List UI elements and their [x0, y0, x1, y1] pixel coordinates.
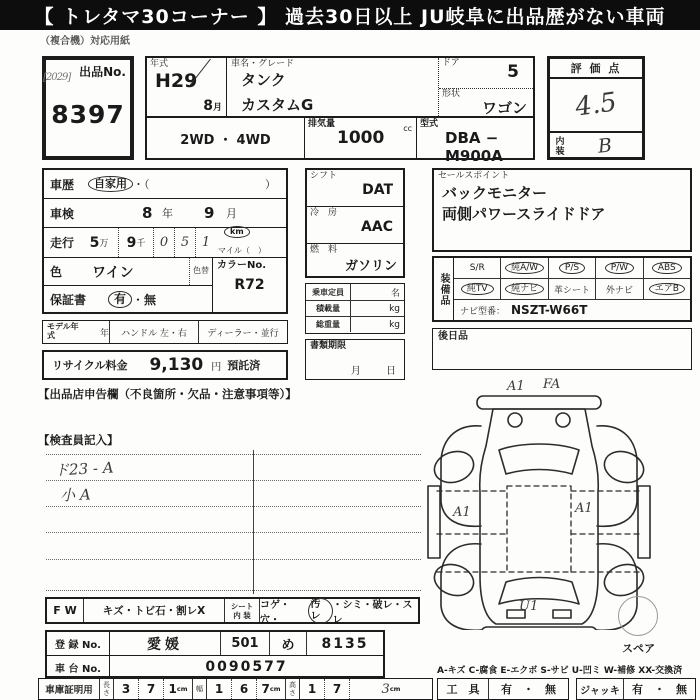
length-d2: 7	[139, 679, 164, 699]
tools-options: 有 ・ 無	[501, 683, 556, 696]
color-value: ワイン	[92, 264, 134, 281]
fw-damage-types: キズ・トビ石・割レX	[84, 599, 225, 622]
docs-month: 月	[350, 366, 361, 377]
displacement-unit: cc	[403, 124, 412, 133]
equip-airbag	[644, 279, 690, 299]
interior-label: 内装	[553, 136, 564, 156]
inspection-month: 9	[204, 204, 215, 222]
equip-pw-label: P/W	[605, 262, 634, 275]
width-d2: 6	[232, 679, 257, 699]
width-d3	[257, 679, 286, 699]
recycle-amount: 9,130	[149, 355, 204, 375]
seat-types-circled: 汚レ	[308, 598, 333, 624]
shape-label: 形状	[442, 89, 461, 99]
fw-label: F W	[47, 599, 84, 622]
displacement-value: 1000	[337, 128, 385, 148]
equip-leather-label: 革シート	[554, 285, 591, 296]
year-label: 年式	[150, 59, 169, 69]
weight-unit: kg	[389, 319, 400, 330]
equip-tv	[454, 279, 501, 299]
width-unit: cm	[269, 685, 281, 693]
seller-declaration-note: 【出品店申告欄（不良箇所・欠品・注意事項等）】	[38, 387, 297, 401]
color-no-value: R72	[234, 277, 265, 293]
lot-number-box	[42, 56, 134, 160]
spare-tire-circle	[618, 596, 658, 636]
color-label: 色	[50, 265, 63, 279]
jack-label: ジャッキ	[577, 679, 624, 699]
mileage-digit-2: 5	[174, 228, 195, 257]
door-count: 5	[507, 62, 519, 82]
registration-box	[45, 630, 385, 678]
mileage-km: km	[224, 226, 250, 238]
recycle-unit: 円	[211, 361, 222, 373]
registration-label: 登 録 No.	[47, 632, 110, 655]
equip-ps	[549, 258, 596, 278]
car-diagram-svg	[423, 378, 655, 630]
load-label: 積載量	[306, 301, 351, 316]
height-d3	[350, 679, 432, 699]
sales-point-line1: バックモニター	[442, 183, 548, 202]
car-damage-diagram	[423, 378, 655, 630]
equip-ps-label: P/S	[559, 262, 585, 275]
sales-point-line2: 両側パワースライドドア	[442, 204, 606, 223]
rating-label: 評 価 点	[550, 59, 642, 79]
length-unit: cm	[176, 685, 188, 693]
warranty-no: 無	[144, 293, 157, 307]
paper-note: （複合機）対応用紙	[40, 36, 130, 47]
inspection-label: 車検	[50, 206, 75, 221]
equip-pw	[596, 258, 643, 278]
mark-right-a1: A1	[575, 501, 593, 516]
sales-point-label: セールスポイント	[438, 171, 510, 181]
recycle-fee-box	[42, 350, 288, 380]
jack-box	[576, 678, 696, 700]
navi-model-label: ナビ型番：	[460, 306, 506, 317]
detail-box	[42, 168, 288, 314]
drivetrain-box	[305, 168, 405, 278]
seat-types-c: ・シミ・破レ・スレ	[332, 599, 413, 626]
model-code-label: 型式	[420, 119, 439, 129]
history-value: 自家用	[88, 176, 133, 191]
equipment-label: 装備品	[434, 258, 454, 320]
history-label: 車歴	[50, 177, 75, 192]
height-unit: cm	[389, 685, 401, 693]
inspector-area	[38, 432, 423, 596]
registration-kana: め	[270, 632, 307, 655]
registration-number: 8135	[321, 635, 369, 652]
mileage-digit-3: 1	[195, 228, 216, 257]
year-value: H29	[155, 70, 198, 92]
month-unit: 月	[212, 103, 222, 113]
height-d2: 7	[325, 679, 350, 699]
model-year-label: モデル年式	[47, 322, 79, 340]
mark-top-fa: FA	[543, 378, 561, 392]
door-label: ドア	[442, 58, 460, 68]
mileage-sen: 9	[126, 234, 137, 251]
tools-box	[437, 678, 569, 700]
shape-value: ワゴン	[481, 99, 527, 117]
equipment-box	[432, 256, 692, 322]
capacity-box	[305, 283, 405, 334]
mark-bottom-u1: U1	[519, 599, 539, 614]
width-d3-val: 7	[261, 682, 270, 696]
year-month	[203, 98, 222, 114]
damage-row	[45, 597, 420, 624]
fuel-value: ガソリン	[344, 259, 397, 274]
banner-title: 【 トレタマ30コーナー 】 過去30日以上 JU岐阜に出品歴がない車両	[34, 5, 666, 28]
capacity-unit: 名	[390, 288, 400, 299]
rating-box	[547, 56, 645, 160]
equip-airbag-label: エアB	[649, 283, 685, 296]
shift-value: DAT	[362, 182, 393, 198]
equip-tv-label: 純TV	[461, 283, 494, 296]
sales-point-box	[432, 168, 692, 252]
header-banner	[0, 0, 700, 30]
docs-deadline-box	[305, 339, 405, 380]
chassis-label: 車 台 No.	[47, 656, 110, 678]
equip-aw	[501, 258, 548, 278]
inspection-year-unit: 年	[162, 207, 173, 220]
warranty-yes: 有	[108, 291, 132, 307]
later-items-label: 後日品	[438, 331, 468, 342]
equip-navi-label: 純ナビ	[505, 283, 544, 296]
shift-label: シフト	[310, 171, 338, 181]
vehicle-grade: カスタムG	[241, 96, 314, 114]
height-d1: 1	[300, 679, 325, 699]
equip-extnavi	[596, 279, 643, 299]
lot-number: 8397	[51, 100, 125, 129]
inspection-month-unit: 月	[226, 207, 237, 220]
capacity-label: 乗車定員	[306, 284, 351, 300]
mileage-label: 走行	[50, 236, 75, 250]
spare-label: スペア	[622, 642, 655, 655]
color-no-label: カラーNo.	[217, 260, 267, 271]
docs-label: 書類期限	[310, 341, 347, 351]
mileage-digit-1: 0	[153, 228, 174, 257]
ac-label: 冷 房	[310, 208, 338, 218]
ac-value: AAC	[361, 219, 393, 235]
width-label: 幅	[193, 679, 207, 699]
month-value: 8	[203, 98, 213, 114]
weight-label: 総重量	[306, 317, 351, 332]
handle-options: ハンドル 左・右	[109, 321, 198, 343]
docs-day: 日	[386, 366, 396, 377]
seat-label-2: 内 装	[233, 610, 251, 620]
height-label: 高さ	[286, 679, 300, 699]
inspector-note-1: ド23 - A	[53, 458, 114, 480]
model-code: DBA − M900A	[445, 129, 503, 165]
tools-label: 工 具	[438, 679, 489, 699]
mileage-man-unit: 万	[99, 239, 109, 249]
length-d3-val: 1	[168, 682, 177, 696]
dealer-options: ディーラー・並行	[198, 321, 287, 343]
length-label: 長さ	[100, 679, 114, 699]
inspection-year: 8	[142, 204, 153, 222]
equip-navi	[501, 279, 548, 299]
warranty-dot: ・	[132, 293, 145, 307]
vehicle-name: タンク	[241, 71, 286, 89]
length-d3	[164, 679, 193, 699]
jack-options: 有 ・ 無	[632, 683, 687, 696]
history-open: ・（	[133, 178, 150, 191]
mileage-mile: マイル（ ）	[218, 246, 266, 255]
model-year-unit: 年	[99, 328, 109, 339]
equip-abs-label: ABS	[652, 262, 682, 275]
later-items-box	[432, 328, 692, 370]
lot-label: 出品No.	[79, 65, 126, 79]
navi-model: NSZT-W66T	[511, 303, 588, 317]
seat-types-a: コゲ・穴・	[260, 599, 290, 626]
lot-year-stamp: [2029]	[43, 72, 71, 83]
recycle-status: 預託済	[227, 359, 261, 372]
length-d1: 3	[114, 679, 139, 699]
registration-class: 501	[221, 632, 270, 655]
name-label: 車名・グレード	[231, 59, 295, 69]
equip-sr-label: S/R	[469, 263, 485, 273]
mark-top-a1: A1	[507, 379, 525, 394]
equip-sr	[454, 258, 501, 278]
fuel-label: 燃 料	[310, 245, 338, 255]
warranty-label: 保証書	[50, 293, 87, 307]
mark-left-a1: A1	[453, 505, 471, 520]
inspector-label: 【検査員記入】	[38, 433, 119, 447]
garage-cert-row	[38, 678, 433, 700]
rating-score: 4.5	[573, 87, 619, 123]
damage-code-legend: A-キズ C-腐食 E-エクボ S-サビ U-凹ミ W-補修 XX-交換済	[437, 666, 683, 676]
registration-region: 愛媛	[110, 632, 221, 655]
interior-score: B	[596, 134, 614, 158]
height-d3-val: 3	[381, 681, 390, 697]
equip-aw-label: 純A/W	[505, 262, 544, 275]
width-d1: 1	[207, 679, 232, 699]
equip-leather	[549, 279, 596, 299]
inspector-divider	[253, 450, 254, 594]
equip-extnavi-label: 外ナビ	[605, 285, 633, 296]
color-change-label: 色替	[189, 258, 212, 285]
equip-abs	[644, 258, 690, 278]
mileage-man: 5	[89, 234, 100, 251]
drive-type: 2WD ・ 4WD	[147, 118, 305, 158]
inspector-note-2: 小 A	[59, 485, 91, 505]
garage-label: 車庫証明用	[39, 679, 100, 699]
mileage-sen-unit: 千	[136, 239, 146, 249]
displacement-label: 排気量	[308, 119, 336, 129]
load-unit: kg	[389, 303, 400, 314]
history-close: ）	[265, 178, 276, 191]
seat-label-1: シート	[230, 601, 254, 611]
chassis-number: 0090577	[205, 659, 288, 675]
vehicle-info-box	[145, 56, 535, 165]
recycle-label: リサイクル料金	[52, 359, 128, 372]
model-year-row	[42, 320, 288, 344]
